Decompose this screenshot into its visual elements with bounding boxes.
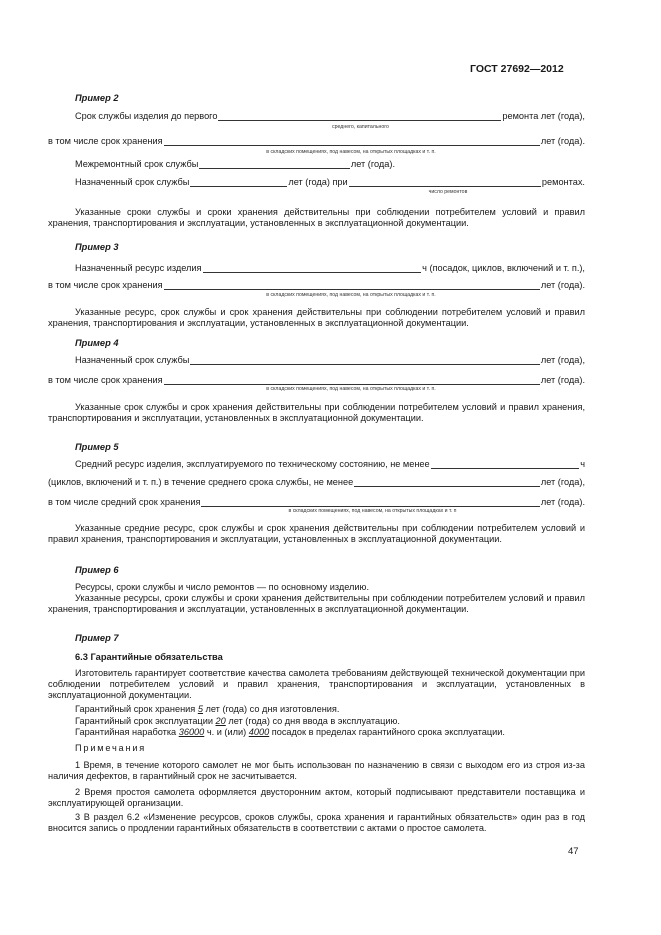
field-label: ремонтах. — [541, 177, 585, 187]
example-2-line-3 — [75, 159, 395, 170]
warranty-hours-value: 36000 — [178, 727, 205, 737]
blank-field[interactable] — [354, 479, 540, 487]
warranty-storage-line: Гарантийный срок хранения 5 лет (года) со дня изготовления. — [75, 704, 340, 714]
example-2-line-1 — [75, 111, 585, 122]
field-hint: число ремонтов — [428, 189, 468, 195]
example-2-line-4 — [75, 177, 585, 188]
example-7-title: Пример 7 — [75, 633, 119, 643]
example-5-line-3 — [48, 497, 585, 508]
note-2: 2 Время простоя самолета оформляется двусторонним актом, который подписывают представители поставщика и эксплуатирующей организации. — [48, 787, 585, 808]
warranty-landings-value: 4000 — [248, 727, 270, 737]
blank-field[interactable] — [164, 377, 540, 385]
field-label: Межремонтный срок службы — [75, 159, 199, 169]
blank-field[interactable] — [201, 499, 539, 507]
blank-field[interactable] — [190, 357, 540, 365]
field-label: лет (года) при — [288, 177, 348, 187]
field-label: ч — [580, 459, 585, 469]
example-5-line-2 — [48, 477, 585, 488]
note-1: 1 Время, в течение которого самолет не мог быть использован по назначению в связи с выходом его из строя из-за наличия дефектов, в гарантийный срок не засчитывается. — [48, 760, 585, 781]
blank-field[interactable] — [203, 265, 422, 273]
notes-heading: Примечания — [75, 743, 147, 753]
warranty-operation-line: Гарантийный срок эксплуатации 20 лет (года) со дня ввода в эксплуатацию. — [75, 716, 400, 726]
field-label: лет (года), — [540, 355, 585, 365]
field-label: Средний ресурс изделия, эксплуатируемого по техническому состоянию, не менее — [75, 459, 430, 469]
field-label: (циклов, включений и т. п.) в течение среднего срока службы, не менее — [48, 477, 354, 487]
field-hint: в складских помещениях, под навесом, на открытых площадках и т. п. — [266, 149, 436, 155]
example-2-line-2 — [48, 136, 585, 147]
warranty-operation-value: 20 — [215, 716, 226, 726]
blank-field[interactable] — [164, 138, 540, 146]
field-hint: среднего, капитального — [332, 124, 389, 130]
example-3-paragraph: Указанные ресурс, срок службы и срок хранения действительны при соблюдении потребителем условий и правил хранения, транспортирования и эксплуатации, установленных в эксплуатационной документации. — [48, 307, 585, 328]
example-4-paragraph: Указанные срок службы и срок хранения действительны при соблюдении потребителем условий и правил хранения, транспортирования и эксплуатации, установленных в эксплуатационной документации. — [48, 402, 585, 423]
example-6-paragraph-1: Ресурсы, сроки службы и число ремонтов — по основному изделию. — [75, 582, 369, 592]
blank-field[interactable] — [218, 113, 501, 121]
section-6-3-paragraph: Изготовитель гарантирует соответствие качества самолета требованиям действующей технической документации при соблюдении потребителем условий и правил хранения, транспортирования и эксплуатации, установленных в эксплуатационной документации. — [48, 668, 585, 700]
blank-field[interactable] — [431, 461, 580, 469]
example-5-line-1 — [75, 459, 585, 470]
field-label: лет (года). — [540, 136, 585, 146]
blank-field[interactable] — [199, 161, 350, 169]
blank-field[interactable] — [349, 179, 541, 187]
blank-field[interactable] — [164, 282, 540, 290]
example-6-paragraph-2: Указанные ресурсы, сроки службы и сроки хранения действительны при соблюдении потребителем условий и правил хранения, транспортирования и эксплуатации, установленных в эксплуатационной документации. — [48, 593, 585, 614]
example-4-title: Пример 4 — [75, 338, 119, 348]
page-number: 47 — [568, 846, 579, 857]
field-hint: в складских помещениях, под навесом, на открытых площадках и т. п. — [266, 292, 436, 298]
field-label: в том числе срок хранения — [48, 280, 163, 290]
blank-field[interactable] — [190, 179, 287, 187]
example-3-line-1 — [75, 263, 585, 274]
example-3-title: Пример 3 — [75, 242, 119, 252]
field-label: лет (года). — [540, 375, 585, 385]
example-5-title: Пример 5 — [75, 442, 119, 452]
example-4-line-1 — [75, 355, 585, 366]
example-4-line-2 — [48, 375, 585, 386]
example-3-line-2 — [48, 280, 585, 291]
field-label: лет (года). — [540, 497, 585, 507]
example-2-title: Пример 2 — [75, 93, 119, 103]
example-5-paragraph: Указанные средние ресурс, срок службы и срок хранения действительны при соблюдении потребителем условий и правил хранения, транспортирования и эксплуатации, установленных в эксплуатационной документации. — [48, 523, 585, 544]
example-6-title: Пример 6 — [75, 565, 119, 575]
field-label: лет (года), — [540, 477, 585, 487]
field-label: Срок службы изделия до первого — [75, 111, 218, 121]
field-hint: в складских помещениях, под навесом, на открытых площадках и т. п — [288, 508, 457, 514]
field-label: в том числе срок хранения — [48, 136, 163, 146]
field-label: в том числе средний срок хранения — [48, 497, 201, 507]
field-label: Назначенный ресурс изделия — [75, 263, 202, 273]
field-label: лет (года). — [350, 159, 395, 169]
note-3: 3 В раздел 6.2 «Изменение ресурсов, сроков службы, срока хранения и гарантийных обязательств» один раз в год вносится запись о продлении гарантийных обязательств в соответствии с актами о простое самолета. — [48, 812, 585, 833]
field-label: лет (года). — [540, 280, 585, 290]
field-hint: в складских помещениях, под навесом, на открытых площадках и т. п. — [266, 386, 436, 392]
field-label: в том числе срок хранения — [48, 375, 163, 385]
field-label: Назначенный срок службы — [75, 355, 190, 365]
field-label: ремонта лет (года), — [502, 111, 585, 121]
field-label: Назначенный срок службы — [75, 177, 190, 187]
field-label: ч (посадок, циклов, включений и т. п.), — [422, 263, 585, 273]
section-6-3-title: 6.3 Гарантийные обязательства — [75, 652, 223, 662]
warranty-storage-value: 5 — [197, 704, 203, 714]
warranty-hours-line: Гарантийная наработка 36000 ч. и (или) 4000 посадок в пределах гарантийного срока эксплуатации. — [75, 727, 505, 737]
example-2-paragraph: Указанные сроки службы и сроки хранения действительны при соблюдении потребителем условий и правил хранения, транспортирования и эксплуатации, установленных в эксплуатационной документации. — [48, 207, 585, 228]
standard-header: ГОСТ 27692—2012 — [470, 63, 564, 75]
